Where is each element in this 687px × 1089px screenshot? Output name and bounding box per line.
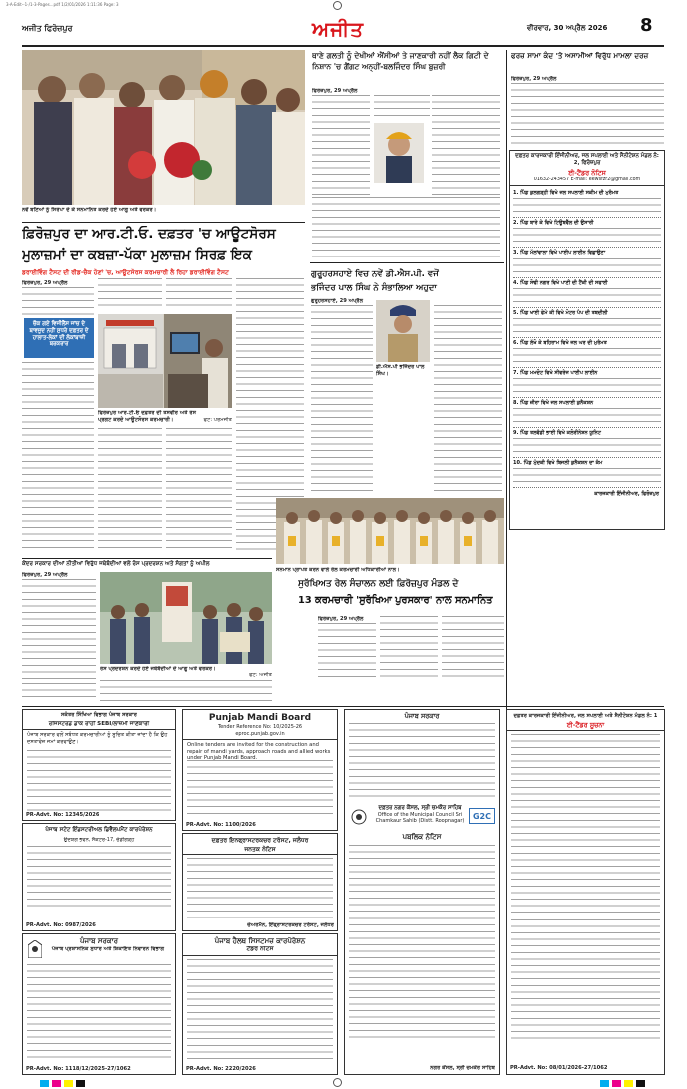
dsp-headline-line2: ਭਜਿੰਦਰ ਪਾਲ ਸਿੰਘ ਨੇ ਸੰਭਾਲਿਆ ਅਹੁਦਾ [311, 283, 437, 293]
lead-top-rule [22, 222, 305, 223]
dsp-body-col1 [311, 305, 373, 495]
ad-bank-footer: PR-Advt. No: 0987/2026 [26, 922, 96, 929]
ad-council-title: ਦਫ਼ਤਰ ਨਗਰ ਕੌਂਸਲ, ਸ੍ਰੀ ਚਮਕੌਰ ਸਾਹਿਬ [378, 805, 462, 811]
lead-body-col1-bottom [22, 362, 94, 550]
protest-body-col2 [100, 680, 272, 702]
tender-row-label: 2. ਪਿੰਡ ਬਾਰੇ ਕੇ ਵਿਖੇ ਟਿਊਬਵੈੱਲ ਦੀ ਉਸਾਰੀ [513, 220, 594, 227]
protest-photo [100, 572, 272, 664]
tender-row [513, 248, 661, 278]
top-right-a-body-col2 [374, 95, 430, 121]
ad-mandi-title: Punjab Mandi Board [208, 713, 312, 723]
rail-dateline: ਫਿਰੋਜ਼ਪੁਰ, 29 ਅਪ੍ਰੈਲ [318, 616, 364, 622]
color-mark [52, 1080, 61, 1087]
rto-photo-caption: ਫਿਰੋਜ਼ਪੁਰ ਆਰ.ਟੀ.ਓ ਦਫ਼ਤਰ ਦੀ ਤਸਵੀਰ ਅਤੇ ਰੋਸ ਪ੍ਰਗਟ ਕਰਦੇ ਆਊਟਸੋਰਸ ਕਰਮਚਾਰੀ। [98, 410, 197, 423]
lead-body-col2-bottom [98, 428, 162, 550]
ad-sebi-lines [27, 750, 171, 812]
ad-infra-subtitle: ਜਨਤਕ ਨੋਟਿਸ [183, 845, 337, 855]
tender-row [513, 368, 661, 398]
ad-council-english: Office of the Municipal Council Sri Chamkaur Sahib (Distt. Roopnagar) [375, 811, 465, 824]
ad-bank-lines [27, 846, 171, 912]
ad-council-footer: ਨਗਰ ਕੌਂਸਲ, ਸ੍ਰੀ ਚਮਕੌਰ ਸਾਹਿਬ [430, 1065, 495, 1072]
tender-row-detail [513, 438, 661, 454]
lead-body-col3-bottom [166, 428, 232, 550]
lead-headline-line2: ਮੁਲਾਜ਼ਮਾਂ ਦਾ ਕਬਜ਼ਾ-ਪੱਕਾ ਮੁਲਾਜ਼ਮ ਸਿਰਫ਼ ਇਕ [22, 247, 252, 263]
tender-row-label: 1. ਪਿੰਡ ਕੁਲਗੜ੍ਹੀ ਵਿਖੇ ਜਲ ਸਪਲਾਈ ਸਕੀਮ ਦੀ ਮੁਰੰਮਤ [513, 190, 619, 197]
top-right-b-dateline: ਫਿਰੋਜ਼ਪੁਰ, 29 ਅਪ੍ਰੈਲ [511, 76, 557, 82]
ad-mandi-footer: PR-Advt. No: 1100/2026 [186, 822, 256, 829]
tender-row-detail [513, 378, 661, 394]
punjab-emblem-icon [351, 808, 367, 826]
top-right-b-headline: ਫਰਜ਼ ਸਾਮਾ ਕੰਦ 'ਤੇ ਅਸਾਮੀਆਂ ਵਿਰੁੱਧ ਮਾਮਲਾ ਦਰਜ਼ [511, 51, 649, 60]
tender-row-detail [513, 228, 661, 244]
ad-mandi-board [182, 709, 338, 831]
dsp-headline-line1: ਗੁਰੂਹਰਸਹਾਏ ਵਿਚ ਨਵੇਂ ਡੀ.ਐਸ.ਪੀ. ਵਜੋਂ [311, 269, 439, 279]
ad-council-lower-lines [349, 845, 495, 1041]
masthead-logo: ਅਜੀਤ [312, 17, 365, 41]
ad-infra-trust [182, 833, 338, 931]
protest-body-col1 [22, 579, 96, 679]
print-slug: 3-A-Edit--1-/1-3-Pages...pdf 1/2/01/2026 1:11:36 Page: 3 [6, 2, 119, 7]
tender-row-detail [513, 318, 661, 334]
protest-body-col1b [22, 683, 96, 703]
tender-row [513, 338, 661, 368]
color-mark [612, 1080, 621, 1087]
protest-photo-caption: ਰੋਸ ਪ੍ਰਦਰਸ਼ਨ ਕਰਦੇ ਹੋਏ ਜਥੇਬੰਦੀਆਂ ਦੇ ਆਗੂ ਅਤੇ ਵਰਕਰ। [100, 666, 216, 672]
ads-top-rule [22, 706, 664, 707]
protest-dateline: ਫਿਰੋਜ਼ਪੁਰ, 29 ਅਪ੍ਰੈਲ [22, 572, 68, 578]
header-date: ਵੀਰਵਾਰ, 30 ਅਪ੍ਰੈਲ 2026 [527, 24, 608, 32]
rto-office-photo [98, 314, 232, 408]
ad-sebi [22, 709, 176, 821]
tender-row-label: 6. ਪਿੰਡ ਲੱਖੋ ਕੇ ਬਹਿਰਾਮ ਵਿਖੇ ਜਲ ਘਰ ਦੀ ਮੁਰੰਮਤ [513, 340, 607, 347]
tender-rows [510, 186, 664, 502]
protest-top-rule [22, 558, 272, 559]
top-right-a-headline: ਥਾਣੇ ਗਲਤੀ ਨੂੰ ਦੇਖੀਆਂ ਐਂਸੀਆਂ ਤੇ ਜਾਣਕਾਰੀ ਨਹੀਂ ਲੈਕ ਗਿਟੀ ਦੇ ਨਿਸ਼ਾਨ 'ਚ ਗੈਂਗਟ ਅਨ੍ਹੀਂ-ਬਲਜਿੰਦਰ ਸਿੰਘ ਬੁਜ਼ਰੀ [312, 51, 489, 71]
tender-row [513, 458, 661, 488]
ad-water-lines [511, 734, 660, 1044]
dsp-photo-caption: ਡੀ.ਐਸ.ਪੀ ਭਜਿੰਦਰ ਪਾਲ ਸਿੰਘ। [376, 364, 425, 377]
color-mark [636, 1080, 645, 1087]
tender-row [513, 428, 661, 458]
tender-row-detail [513, 468, 661, 484]
dsp-top-rule [310, 262, 504, 263]
g2c-badge: G2C [469, 808, 495, 824]
rto-photo-byline: ਫੋਟੋ: ਪਰਮਜੀਤ [203, 417, 232, 423]
tender-row-label: 10. ਪਿੰਡ ਮੁੱਦਕੀ ਵਿਖੇ ਬਿਜਲੀ ਕੁਨੈਕਸ਼ਨ ਦਾ ਕੰਮ [513, 460, 603, 467]
color-mark [600, 1080, 609, 1087]
lead-blue-box: ਚੌਕ ਗਏ ਵਿਜੀਲੈਂਸ ਜਾਂਚ ਦੇ ਬਾਵਜੂਦ ਨਹੀਂ ਸੁਧਰੇ ਦਫ਼ਤਰ ਦੇ ਹਾਲਾਤ-ਲੋਕਾਂ ਦੀ ਲੋਕਾਂਬਾਜ਼ੀ ਬਰਕਰਾਰ [24, 318, 94, 358]
ad-mandi-lines [187, 760, 333, 818]
tender-row [513, 398, 661, 428]
color-mark [64, 1080, 73, 1087]
ad-punjab-sarkar-subtitle: ਪੰਜਾਬ ਪ੍ਰਸ਼ਾਸਨਿਕ ਸੁਧਾਰ ਅਤੇ ਸ਼ਿਕਾਇਤ ਨਿਵਾਰਨ ਵਿਭਾਗ [51, 946, 165, 952]
color-mark [76, 1080, 85, 1087]
ad-punjab-sarkar-footer: PR-Advt. No: 1118/12/2025-27/1062 [26, 1066, 131, 1073]
tender-footer: ਕਾਰਜਕਾਰੀ ਇੰਜੀਨੀਅਰ, ਫਿਰੋਜ਼ਪੁਰ [594, 491, 659, 498]
ad-water-header: ਦਫ਼ਤਰ ਕਾਰਜਕਾਰੀ ਇੰਜੀਨੀਅਰ, ਜਲ ਸਪਲਾਈ ਅਤੇ ਸੈਨੀਟੇਸ਼ਨ ਮੰਡਲ ਨੰ: 1 [513, 713, 658, 719]
tender-row-label: 7. ਪਿੰਡ ਮਮਦੋਟ ਵਿਖੇ ਸੀਵਰੇਜ ਪਾਈਪ ਲਾਈਨ [513, 370, 598, 377]
tender-phone: 01632-243457 E-mail: eewsfzr2@gmail.com [510, 177, 664, 187]
lead-dateline: ਫਿਰੋਜ਼ਪੁਰ, 29 ਅਪ੍ਰੈਲ [22, 280, 68, 286]
edition-label: ਅਜੀਤ ਫਿਰੋਜ਼ਪੁਰ [22, 24, 73, 33]
rail-photo-caption: ਸਨਮਾਨ ਪ੍ਰਾਪਤ ਕਰਨ ਵਾਲੇ ਰੇਲ ਕਰਮਚਾਰੀ ਅਧਿਕਾਰੀਆਂ ਨਾਲ। [276, 567, 400, 573]
color-mark [40, 1080, 49, 1087]
lead-body-col1-top [22, 287, 94, 315]
ad-punjab-sarkar-title: ਪੰਜਾਬ ਸਰਕਾਰ [79, 937, 118, 945]
rail-body-col1 [318, 623, 376, 677]
tender-row-detail [513, 288, 661, 304]
ad-water-title: ਈ-ਟੈਂਡਰ ਸੂਚਨਾ [507, 721, 664, 731]
tender-row-label: 5. ਪਿੰਡ ਖਾਈ ਫੇਮੇ ਕੀ ਵਿਖੇ ਮੋਟਰ ਪੰਪ ਦੀ ਤਬਦੀਲੀ [513, 310, 608, 317]
tender-row-detail [513, 408, 661, 424]
emblem-icon [28, 940, 42, 958]
rail-headline-line1: ਸੁਰੱਖਿਅਤ ਰੇਲ ਸੰਚਾਲਨ ਲਈ ਫ਼ਿਰੋਜ਼ਪੁਰ ਮੰਡਲ ਦੇ [298, 579, 459, 589]
ad-bank [22, 823, 176, 931]
ad-sebi-top: ਸਕੱਤਰ ਸਿੱਖਿਆ ਵਿਭਾਗ ਪੰਜਾਬ ਸਰਕਾਰ [60, 712, 138, 718]
ad-bank-address: ਉਦਯੋਗ ਭਵਨ, ਸੈਕਟਰ-17, ਚੰਡੀਗੜ੍ਹ [63, 836, 135, 843]
ad-mandi-body: Online tenders are invited for the construction and repair of mandi yards, approach roads and allied works under Punjab Mandi Board. [187, 742, 331, 761]
lead-headline-line1: ਫ਼ਿਰੋਜ਼ਪੁਰ ਦਾ ਆਰ.ਟੀ.ਓ. ਦਫ਼ਤਰ 'ਚ ਆਊਟਸੋਰਸ [22, 226, 276, 242]
registration-mark-icon [333, 1, 342, 10]
dsp-dateline: ਗੁਰੂਹਰਸਹਾਏ, 29 ਅਪ੍ਰੈਲ [311, 298, 364, 304]
tender-table [509, 150, 665, 530]
lead-body-col3-top [166, 278, 232, 310]
ad-bank-title: ਪੰਜਾਬ ਸਟੇਟ ਇੰਡਸਟਰੀਅਲ ਡਿਵੈਲਪਮੈਂਟ ਕਾਰਪੋਰੇਸ਼ਨ [45, 827, 153, 833]
tender-title: ਈ-ਟੈਂਡਰ ਨੋਟਿਸ [568, 168, 606, 177]
dsp-photo [376, 300, 430, 362]
ad-sebi-footer: PR-Advt. No: 12345/2026 [26, 812, 100, 819]
ad-council-subtitle: ਪਬਲਿਕ ਨੋਟਿਸ [402, 832, 442, 841]
ad-mandi-ref: Tender Reference No: 10/2025-26 [217, 724, 303, 730]
tender-header: ਦਫ਼ਤਰ ਕਾਰਜਕਾਰੀ ਇੰਜੀਨੀਅਰ, ਜਲ ਸਪਲਾਈ ਅਤੇ ਸੈਨੀਟੇਸ਼ਨ ਮੰਡਲ ਨੰ: 2, ਫਿਰੋਜ਼ਪੁਰ [515, 153, 659, 166]
ad-sebi-title: ਰਜਿਸਟਰਡ ਡਾਕ ਰਾਹੀਂ SEBI/ਲਾਜ਼ਮੀ ਜਾਣਕਾਰੀ [23, 721, 175, 731]
ad-infra-lines [187, 858, 333, 918]
ad-sebi-body: ਪੰਜਾਬ ਸਰਕਾਰ ਵਲੋਂ ਸਬੰਧਤ ਕਰਮਚਾਰੀਆਂ ਨੂੰ ਸੂਚਿਤ ਕੀਤਾ ਜਾਂਦਾ ਹੈ ਕਿ ਉਹ ਦਸਤਾਵੇਜ਼ ਜਮਾਂ ਕਰਵਾਉਣ। [27, 732, 168, 745]
tender-row-label: 8. ਪਿੰਡ ਜ਼ੀਰਾ ਵਿਖੇ ਜਲ ਸਪਲਾਈ ਕੁਨੈਕਸ਼ਨ [513, 400, 594, 407]
main-photo [22, 50, 305, 205]
ad-mandi-site: eproc.punjab.gov.in [183, 731, 337, 741]
rail-body-col3 [442, 616, 504, 677]
ad-council-top: ਪੰਜਾਬ ਸਰਕਾਰ [404, 712, 440, 720]
protest-photo-byline: ਫੋਟੋ: ਅਜੀਤ [249, 672, 272, 678]
tender-row [513, 308, 661, 338]
portrait-photo [374, 123, 424, 183]
tender-row-detail [513, 198, 661, 214]
tender-row [513, 278, 661, 308]
ad-water-footer: PR-Advt. No: 08/01/2026-27/1062 [510, 1065, 608, 1072]
top-right-a-body-col1 [312, 95, 370, 195]
ad-health-lines [187, 959, 333, 1063]
top-right-a-dateline: ਫਿਰੋਜ਼ਪੁਰ, 29 ਅਪ੍ਰੈਲ [312, 88, 358, 94]
tender-row-detail [513, 258, 661, 274]
dsp-body-col2 [434, 305, 502, 495]
top-right-a-body-col3 [432, 95, 500, 195]
ad-punjab-sarkar [22, 933, 176, 1075]
registration-mark-icon [333, 1078, 342, 1087]
ad-infra-title: ਦਫ਼ਤਰ ਇਨਫ੍ਰਾਸਟਰਕਚਰ ਟਰੱਸਟ, ਜਲੰਧਰ [211, 837, 309, 844]
top-right-a-body-wide [312, 197, 500, 257]
rail-award-photo [276, 498, 504, 564]
main-photo-image [22, 50, 305, 205]
tender-row-label: 3. ਪਿੰਡ ਮੱਲਾਂਵਾਲਾ ਵਿਖੇ ਪਾਈਪ ਲਾਈਨ ਵਿਛਾਉਣਾ [513, 250, 606, 257]
top-right-b-body [511, 83, 664, 145]
ad-municipal-council [344, 709, 500, 1075]
tender-row-label: 9. ਪਿੰਡ ਤਲਵੰਡੀ ਭਾਈ ਵਿਖੇ ਕਲੋਰੀਨੇਸ਼ਨ ਯੂਨਿਟ [513, 430, 602, 437]
ad-punjab-sarkar-lines [27, 964, 171, 1060]
tender-row-detail [513, 348, 661, 364]
color-mark [624, 1080, 633, 1087]
tender-row-label: 4. ਪਿੰਡ ਸੋਢੀ ਨਗਰ ਵਿਖੇ ਪਾਣੀ ਦੀ ਟੈਂਕੀ ਦੀ ਸਫਾਈ [513, 280, 608, 287]
main-photo-caption: ਨਵੇਂ ਬਣਿਆਂ ਨੂੰ ਸਿਰੋਪਾ ਦੇ ਕੇ ਸਨਮਾਨਿਤ ਕਰਦੇ ਹੋਏ ਆਗੂ ਅਤੇ ਵਰਕਰ। [22, 207, 157, 213]
tender-row [513, 218, 661, 248]
header-bar [22, 14, 664, 44]
header-rule [22, 45, 664, 47]
ad-infra-footer: ਚੇਅਰਮੈਨ, ਇੰਫ੍ਰਾਸਟਰਕਚਰ ਟਰੱਸਟ, ਜਲੰਧਰ [247, 922, 334, 929]
tender-row [513, 188, 661, 218]
ad-health-title: ਪੰਜਾਬ ਹੈਲਥ ਸਿਸਟਮਜ਼ ਕਾਰਪੋਰੇਸ਼ਨ [214, 937, 306, 945]
protest-headline: ਕੇਂਦਰ ਸਰਕਾਰ ਦੀਆਂ ਨੀਤੀਆਂ ਵਿਰੁੱਧ ਜਥੇਬੰਦੀਆਂ ਵਲੋਂ ਰੋਸ ਪ੍ਰਦਰਸ਼ਨ ਅਤੇ ਸੰਗਤਾਂ ਨੂੰ ਅਪੀਲ [22, 561, 210, 567]
rail-body-col2 [380, 616, 438, 677]
rail-headline-line2: 13 ਕਰਮਚਾਰੀ 'ਸੁਰੱਖਿਆ ਪੁਰਸਕਾਰ' ਨਾਲ ਸਨਮਾਨਿਤ [298, 595, 493, 606]
ad-water-supply [506, 709, 665, 1075]
page-number: 8 [640, 15, 653, 36]
ad-council-upper-lines [349, 723, 495, 801]
column-rule [506, 50, 507, 730]
ad-health-footer: PR-Advt. No: 2220/2026 [186, 1066, 256, 1073]
lead-body-col2-top [98, 278, 162, 310]
ad-health-systems [182, 933, 338, 1075]
ad-health-subtitle: ਟੈਂਡਰ ਨੋਟਿਸ [183, 946, 337, 956]
lead-kicker: ਡਰਾਈਵਿੰਗ ਟੈਸਟ ਦੀ ਰੀਡ-ਚੈਕ ਹੋਣਾਂ 'ਚ, ਆਊਟਸੋਰਸ ਕਰਮਚਾਰੀ ਲੈ ਰਿਹਾ ਡਰਾਈਵਿੰਗ ਟੈਸਟ [22, 269, 229, 276]
